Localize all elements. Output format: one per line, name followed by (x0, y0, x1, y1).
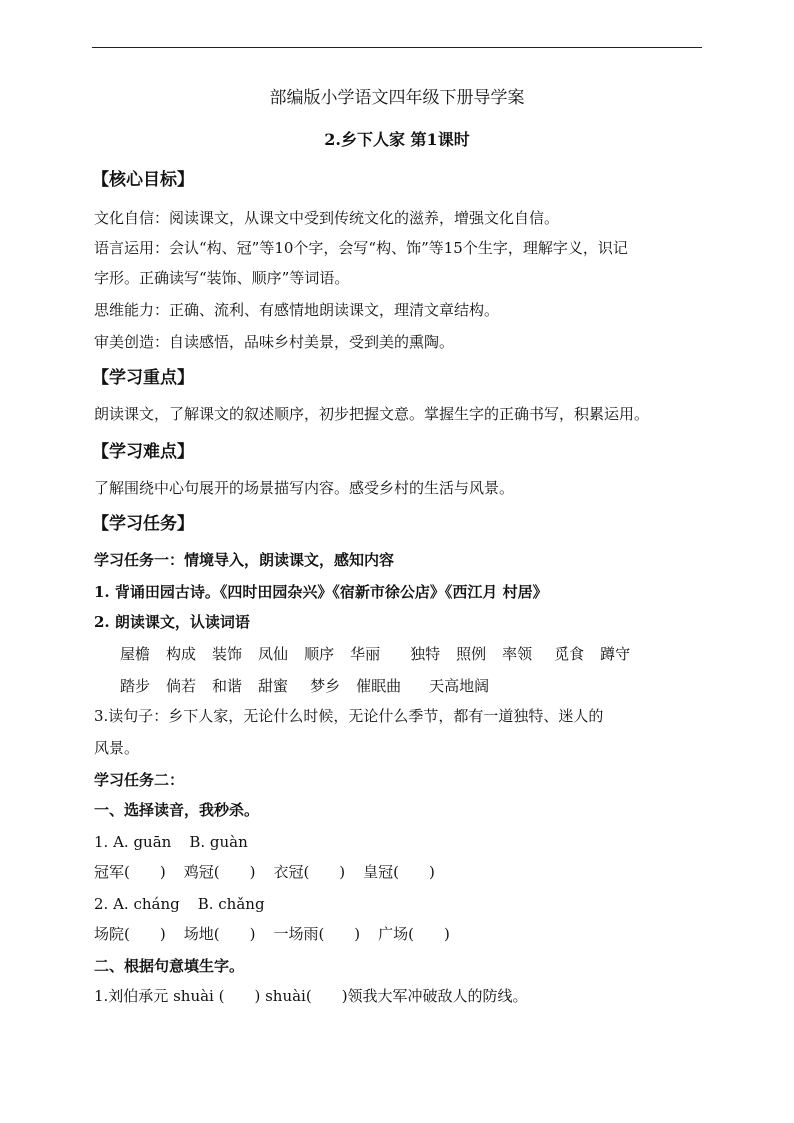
core-goal-line: 审美创造：自读感悟，品味乡村美景，受到美的熏陶。 (94, 333, 455, 351)
core-goal-line: 文化自信：阅读课文，从课文中受到传统文化的滋养，增强文化自信。 (94, 209, 560, 227)
word: 和谐 (212, 677, 243, 695)
word: 顺序 (304, 645, 335, 663)
part1-title: 一、选择读音，我秒杀。 (94, 801, 260, 819)
task2-title: 学习任务二： (94, 771, 185, 789)
blank-item: 场地( ) (183, 925, 256, 943)
word: 梦乡 (310, 677, 341, 695)
option: B. guàn (189, 833, 248, 851)
key-points-heading: 【学习重点】 (92, 368, 194, 388)
word-list-row-1 (120, 644, 646, 664)
q2-blanks (94, 924, 468, 944)
doc-title: 部编版小学语文四年级下册导学案 (269, 88, 525, 108)
blank-item: 皇冠( ) (363, 863, 435, 881)
word: 屋檐 (120, 645, 151, 663)
core-goal-line: 语言运用：会认“构、冠”等10个字，会写“构、饰”等15个生字，理解字义，识记 (94, 239, 628, 257)
blank-item: 一场雨( ) (273, 925, 361, 943)
blank-item: 鸡冠( ) (183, 863, 256, 881)
q1-blanks (94, 862, 453, 882)
option: 1. A. guān (94, 833, 172, 851)
blank-item: 衣冠( ) (273, 863, 346, 881)
word: 觅食 (554, 645, 585, 663)
task1-item3: 3.读句子：乡下人家，无论什么时候，无论什么季节，都有一道独特、迷人的 (94, 707, 604, 725)
task1-title: 学习任务一：情境导入，朗读课文，感知内容 (94, 551, 395, 569)
part2-title: 二、根据句意填生字。 (94, 957, 245, 975)
word: 华丽 (350, 645, 381, 663)
task1-item1: 1. 背诵田园古诗。《四时田园杂兴》《宿新市徐公店》《西江月 村居》 (94, 583, 548, 601)
option: 2. A. cháng (94, 895, 180, 913)
q3-text: 1.刘伯承元 shuài ( ) shuài( )领我大军冲破敌人的防线。 (94, 987, 528, 1005)
task1-item2: 2. 朗读课文，认读词语 (94, 613, 250, 631)
key-points-text: 朗读课文，了解课文的叙述顺序，初步把握文意。掌握生字的正确书写，积累运用。 (94, 405, 650, 423)
word: 构成 (166, 645, 197, 663)
core-goals-heading: 【核心目标】 (92, 170, 194, 190)
task1-item3-cont: 风景。 (94, 739, 140, 757)
header-rule (92, 47, 702, 48)
option: B. chǎng (197, 895, 265, 913)
q2-options (94, 894, 283, 914)
blank-item: 冠军( ) (94, 863, 166, 881)
word-list-row-2 (120, 676, 505, 696)
word: 天高地阔 (429, 677, 490, 695)
word: 甜蜜 (258, 677, 289, 695)
word: 率领 (502, 645, 533, 663)
blank-item: 场院( ) (94, 925, 166, 943)
word: 装饰 (212, 645, 243, 663)
word: 踏步 (120, 677, 151, 695)
word: 照例 (456, 645, 487, 663)
q1-options (94, 832, 266, 852)
core-goal-line: 字形。正确读写“装饰、顺序”等词语。 (94, 269, 350, 287)
word: 凤仙 (258, 645, 289, 663)
core-goal-line: 思维能力：正确、流利、有感情地朗读课文，理清文章结构。 (94, 301, 500, 319)
word: 倘若 (166, 677, 197, 695)
word: 催眠曲 (356, 677, 402, 695)
word: 独特 (410, 645, 441, 663)
blank-item: 广场( ) (378, 925, 450, 943)
tasks-heading: 【学习任务】 (92, 514, 194, 534)
difficulties-heading: 【学习难点】 (92, 442, 194, 462)
lesson-title: 2.乡下人家 第1课时 (324, 130, 470, 149)
difficulties-text: 了解围绕中心句展开的场景描写内容。感受乡村的生活与风景。 (94, 479, 515, 497)
word: 蹲守 (600, 645, 631, 663)
